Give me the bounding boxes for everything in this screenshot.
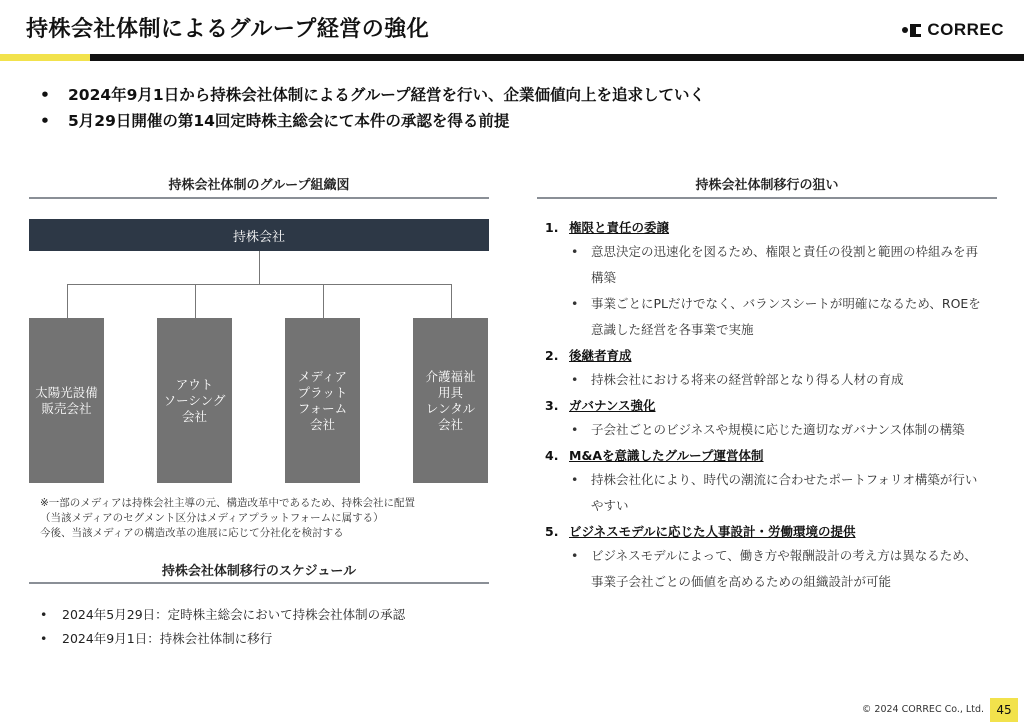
aims-heading: 持株会社体制移行の狙い	[695, 178, 839, 193]
org-connector	[67, 284, 68, 318]
org-connector	[259, 251, 260, 284]
aims-list	[545, 215, 985, 595]
aim-bullet: • 子会社ごとのビジネスや規模に応じた適切なガバナンス体制の構築	[571, 422, 965, 437]
org-parent-box: 持株会社	[29, 219, 489, 251]
aim-item-title: 4. M&Aを意識したグループ運営体制	[545, 447, 764, 463]
aim-item-title: 1. 権限と責任の委譲	[545, 219, 670, 235]
org-connector	[195, 284, 196, 318]
schedule-item: • 2024年5月29日：定時株主総会において持株会社体制の承認	[40, 606, 406, 622]
header-accent-bar	[0, 54, 90, 61]
org-note: （当該メディアのセグメント区分はメディアプラットフォームに属する）	[40, 512, 384, 524]
page-number: 45	[990, 698, 1018, 722]
copyright: © 2024 CORREC Co., Ltd.	[861, 704, 984, 715]
correc-logo	[902, 20, 1004, 40]
org-subsidiary-media: メディア プラット フォーム 会社	[285, 318, 360, 483]
page-title: 持株会社体制によるグループ経営の強化	[26, 17, 430, 42]
schedule-item: • 2024年9月1日：持株会社体制に移行	[40, 630, 273, 646]
aim-bullet: • 意思決定の迅速化を図るため、権限と責任の役割と範囲の枠組みを再構築	[571, 244, 979, 285]
org-note: 今後、当該メディアの構造改革の進展に応じて分社化を検討する	[40, 527, 344, 539]
aims-heading-rule	[537, 197, 997, 199]
schedule-list	[40, 602, 405, 650]
aim-bullet: • 持株会社における将来の経営幹部となり得る人材の育成	[571, 372, 904, 387]
aim-item-title: 2. 後継者育成	[545, 347, 632, 363]
org-chart-heading: 持株会社体制のグループ組織図	[168, 178, 350, 193]
org-connector	[451, 284, 452, 318]
summary-item: • 2024年9月1日から持株会社体制によるグループ経営を行い、企業価値向上を追求していく	[40, 86, 705, 104]
aim-bullet: • 持株会社化により、時代の潮流に合わせたポートフォリオ構築が行いやすい	[571, 472, 978, 513]
summary-list	[40, 82, 705, 134]
org-subsidiary-solar: 太陽光設備 販売会社	[29, 318, 104, 483]
org-connector	[67, 284, 452, 285]
summary-item: • 5月29日開催の第14回定時株主総会にて本件の承認を得る前提	[40, 112, 510, 130]
logo-icon	[902, 24, 921, 37]
aim-item-title: 3. ガバナンス強化	[545, 397, 656, 413]
org-subsidiary-outsourcing: アウト ソーシング 会社	[157, 318, 232, 483]
org-connector	[323, 284, 324, 318]
schedule-heading-rule	[29, 582, 489, 584]
schedule-heading: 持株会社体制移行のスケジュール	[161, 564, 357, 579]
org-note: ※一部のメディアは持株会社主導の元、構造改革中であるため、持株会社に配置	[40, 497, 416, 509]
aim-item-title: 5. ビジネスモデルに応じた人事設計・労働環境の提供	[545, 523, 856, 539]
header-divider-bar	[90, 54, 1024, 61]
aim-bullet: • ビジネスモデルによって、働き方や報酬設計の考え方は異なるため、事業子会社ごとの価値を高めるための組織設計が可能	[571, 548, 977, 589]
org-chart-heading-rule	[29, 197, 489, 199]
aim-bullet: • 事業ごとにPLだけでなく、バランスシートが明確になるため、ROEを意識した経営を各事業で実施	[571, 296, 981, 337]
logo-text: CORREC	[927, 20, 1004, 39]
org-subsidiary-care: 介護福祉 用具 レンタル 会社	[413, 318, 488, 483]
